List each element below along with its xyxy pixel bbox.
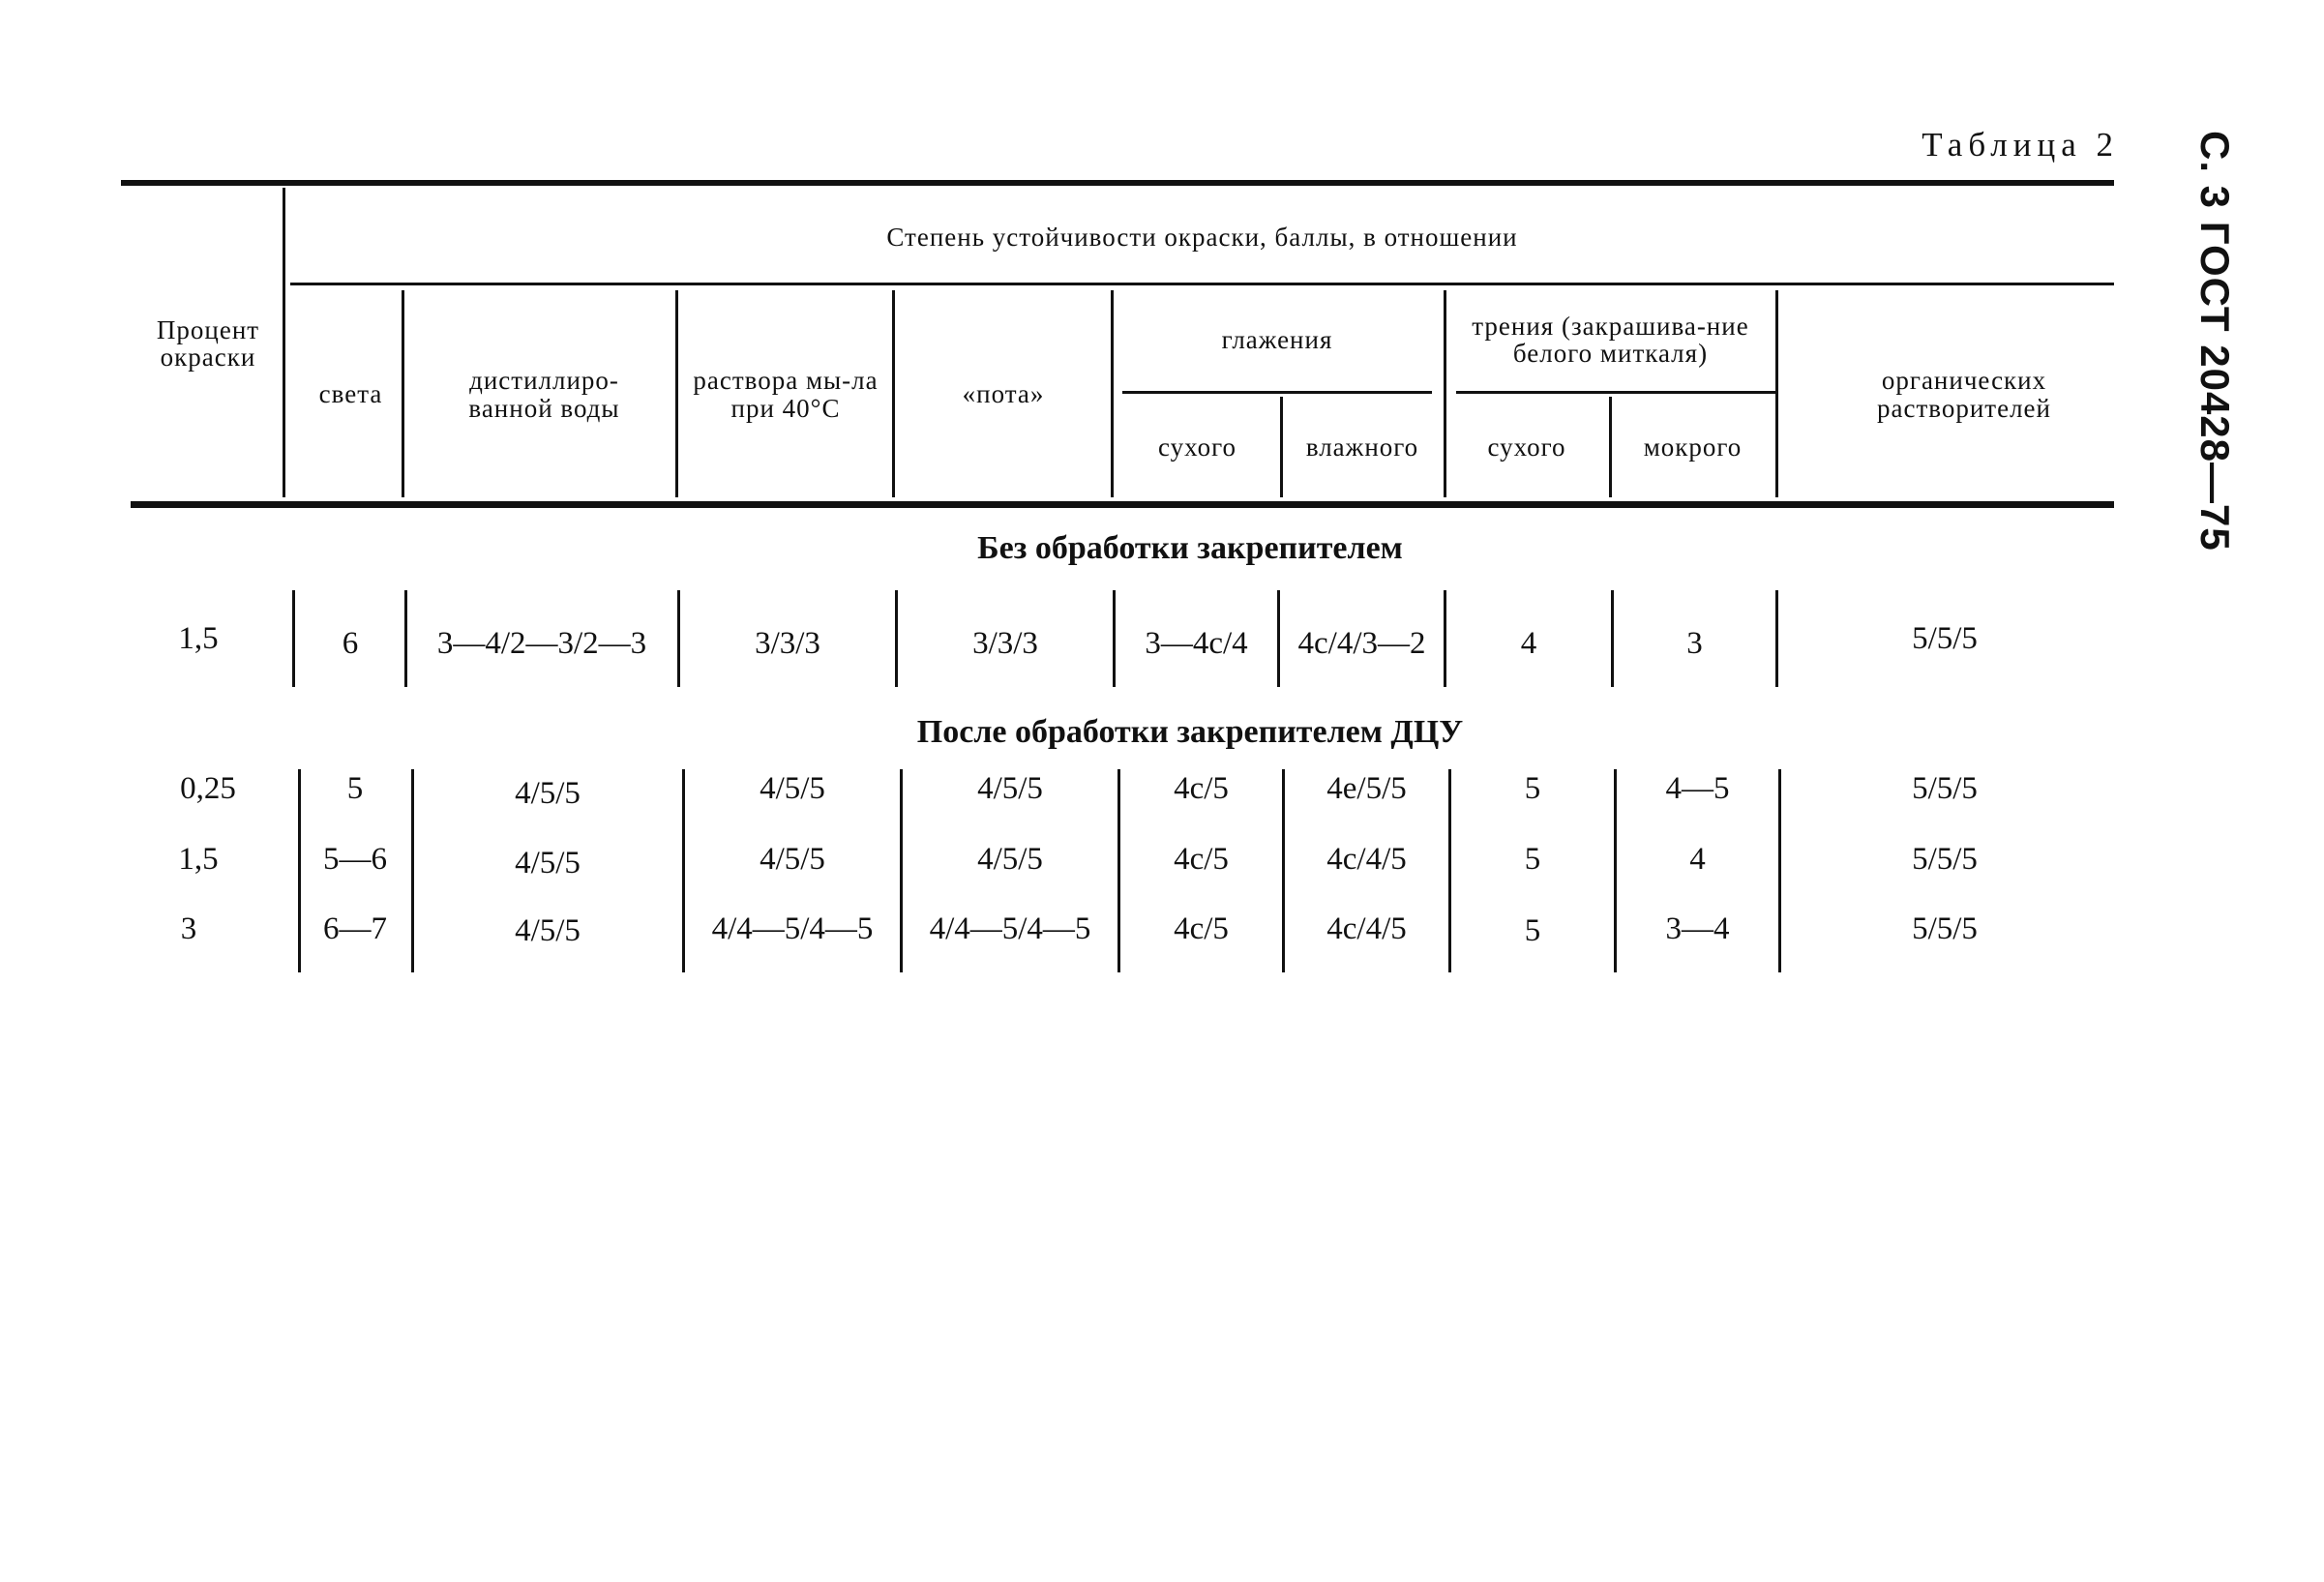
cell-rubbing-wet: 3 — [1686, 625, 1703, 661]
header-divider — [1444, 290, 1446, 497]
table-top-rule — [121, 180, 2114, 186]
header-ironing-dry: сухого — [1157, 432, 1236, 462]
cell-light: 6—7 — [323, 910, 387, 946]
body-divider — [1611, 590, 1614, 687]
header-light: света — [318, 379, 383, 409]
body-divider — [1448, 769, 1451, 972]
cell-percent: 1,5 — [178, 841, 219, 877]
body-divider — [292, 590, 295, 687]
body-divider — [1775, 590, 1778, 687]
cell-rubbing-wet: 3—4 — [1665, 910, 1730, 946]
header-bottom-rule — [131, 501, 2114, 508]
header-rubbing-dry: сухого — [1487, 432, 1566, 462]
body-divider — [1778, 769, 1781, 972]
body-divider — [411, 769, 414, 972]
cell-ironing-wet: 4с/4/3—2 — [1297, 625, 1426, 661]
header-rubbing-wet: мокрого — [1643, 432, 1743, 462]
cell-percent: 0,25 — [180, 770, 236, 806]
header-ironing-wet: влажного — [1305, 432, 1419, 462]
cell-organic-solvents: 5/5/5 — [1912, 620, 1978, 656]
cell-rubbing-dry: 5 — [1524, 912, 1541, 948]
cell-organic-solvents: 5/5/5 — [1912, 770, 1978, 806]
cell-ironing-wet: 4с/4/5 — [1326, 841, 1407, 877]
cell-ironing-dry: 4с/5 — [1174, 841, 1229, 877]
body-divider — [1117, 769, 1120, 972]
cell-rubbing-wet: 4—5 — [1665, 770, 1730, 806]
cell-distilled-water: 4/5/5 — [515, 845, 581, 881]
group-header-rule — [290, 283, 2114, 285]
body-divider — [1282, 769, 1285, 972]
header-divider — [1280, 397, 1283, 497]
cell-rubbing-dry: 4 — [1520, 625, 1537, 661]
cell-soap-solution: 3/3/3 — [755, 625, 820, 661]
cell-percent: 3 — [180, 910, 197, 946]
header-divider — [1609, 397, 1612, 497]
header-divider — [402, 290, 404, 497]
cell-ironing-dry: 4с/5 — [1174, 910, 1229, 946]
header-ironing: глажения — [1221, 324, 1333, 354]
cell-distilled-water: 4/5/5 — [515, 912, 581, 948]
cell-ironing-wet: 4е/5/5 — [1326, 770, 1407, 806]
header-percent: Процент окраски — [156, 314, 260, 372]
body-divider — [298, 769, 301, 972]
cell-soap-solution: 4/4—5/4—5 — [711, 910, 874, 946]
cell-organic-solvents: 5/5/5 — [1912, 910, 1978, 946]
header-sweat: «пота» — [962, 379, 1045, 409]
body-divider — [1444, 590, 1446, 687]
body-divider — [1614, 769, 1617, 972]
cell-distilled-water: 3—4/2—3/2—3 — [436, 625, 647, 661]
cell-ironing-dry: 3—4с/4 — [1145, 625, 1248, 661]
header-divider — [1111, 290, 1114, 497]
table-caption: Таблица 2 — [1922, 126, 2119, 164]
section-title: После обработки закрепителем ДЦУ — [916, 714, 1464, 750]
cell-light: 5 — [346, 770, 364, 806]
header-distilled-water: дистиллиро-ванной воды — [468, 366, 620, 423]
cell-sweat: 4/5/5 — [977, 841, 1043, 877]
header-divider — [1775, 290, 1778, 497]
body-divider — [1277, 590, 1280, 687]
cell-rubbing-dry: 5 — [1524, 770, 1541, 806]
cell-sweat: 4/4—5/4—5 — [929, 910, 1091, 946]
rubbing-subheader-rule — [1456, 391, 1775, 394]
header-soap-solution: раствора мы-ла при 40°С — [693, 366, 879, 423]
body-divider — [677, 590, 680, 687]
cell-light: 6 — [342, 625, 359, 661]
cell-sweat: 4/5/5 — [977, 770, 1043, 806]
cell-light: 5—6 — [323, 841, 387, 877]
body-divider — [404, 590, 407, 687]
cell-percent: 1,5 — [178, 620, 219, 656]
body-divider — [895, 590, 898, 687]
cell-ironing-dry: 4с/5 — [1174, 770, 1229, 806]
header-divider — [675, 290, 678, 497]
cell-rubbing-dry: 5 — [1524, 841, 1541, 877]
header-divider — [283, 188, 285, 497]
cell-distilled-water: 4/5/5 — [515, 775, 581, 811]
body-divider — [900, 769, 903, 972]
cell-sweat: 3/3/3 — [972, 625, 1038, 661]
cell-soap-solution: 4/5/5 — [760, 841, 825, 877]
header-rubbing: трения (закрашива-ние белого миткаля) — [1472, 311, 1749, 368]
body-divider — [682, 769, 685, 972]
ironing-subheader-rule — [1122, 391, 1432, 394]
cell-soap-solution: 4/5/5 — [760, 770, 825, 806]
header-divider — [892, 290, 895, 497]
section-title: Без обработки закрепителем — [977, 530, 1403, 566]
cell-ironing-wet: 4с/4/5 — [1326, 910, 1407, 946]
document-code: С. 3 ГОСТ 20428—75 — [2192, 131, 2238, 552]
header-organic-solvents: органических растворителей — [1877, 366, 2051, 423]
header-group: Степень устойчивости окраски, баллы, в отношении — [886, 222, 1518, 252]
cell-rubbing-wet: 4 — [1689, 841, 1706, 877]
cell-organic-solvents: 5/5/5 — [1912, 841, 1978, 877]
body-divider — [1113, 590, 1116, 687]
